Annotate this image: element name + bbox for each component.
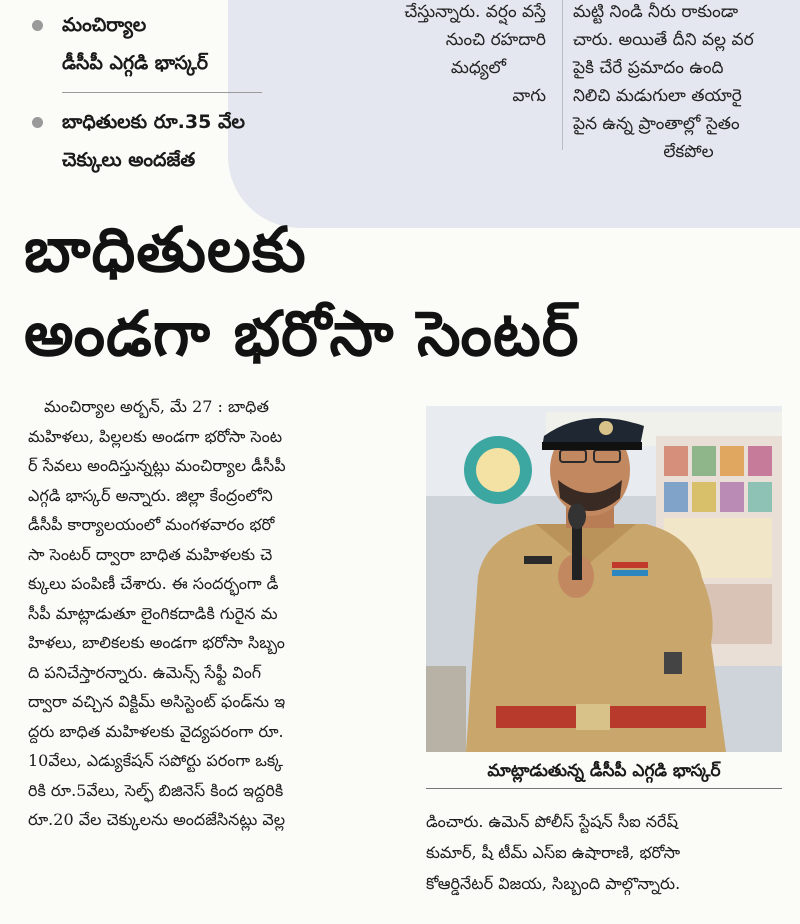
previous-article-middle-column <box>316 0 546 110</box>
article-body <box>28 392 410 835</box>
article-line: మంచిర్యాల అర్బన్, మే 27 : బాధిత <box>44 397 269 416</box>
highlight-item <box>28 6 268 82</box>
article-line: ర్ సేవలు అందిస్తున్నట్లు మంచిర్యాల డీసీపీ <box>28 456 286 475</box>
article-line: హిళలు, బాలికలకు అండగా భరోసా సిబ్బం <box>28 633 285 652</box>
text-line: లేకపోల <box>663 142 714 162</box>
text-line: చేస్తున్నారు. వర్షం వస్తే <box>404 2 546 22</box>
article-line: సీపీ మాట్లాడుతూ లైంగికదాడికి గురైన మ <box>28 603 278 623</box>
previous-article-box <box>228 0 800 228</box>
article-line: ద్దరు బాధిత మహిళలకు వైద్యపరంగా రూ. <box>28 721 284 741</box>
bullet-icon <box>32 20 43 31</box>
text-line: మధ్యలో <box>450 58 506 78</box>
story-highlights <box>28 6 268 189</box>
highlight-line: చెక్కులు అందజేత <box>62 149 196 171</box>
text-line: చారు. అయితే దీని వల్ల వర <box>573 30 754 50</box>
highlight-line: మంచిర్యాల <box>62 14 147 36</box>
speaker-photo-illustration <box>426 406 782 752</box>
text-line: పైన ఉన్న ప్రాంతాల్లో సైతం <box>573 114 740 134</box>
column-divider <box>562 0 563 150</box>
article-line: రికి రూ.5వేలు, సెల్ఫ్ బిజినెస్ కింద ఇద్దరికి <box>28 780 284 800</box>
caption-underline <box>426 788 782 789</box>
article-line: రూ.20 వేల చెక్కులను అందజేసినట్లు వెల్ల <box>28 810 286 829</box>
article-line: క్కులు పంపిణీ చేశారు. ఈ సందర్భంగా డీ <box>28 574 279 593</box>
bullet-icon <box>32 117 43 128</box>
text-line: మట్టి నిండి నీరు రాకుండా <box>573 2 739 22</box>
highlight-line: డీసీపీ ఎగ్గడి భాస్కర్ <box>62 52 209 74</box>
article-line: ఎగ్గడి భాస్కర్ అన్నారు. జిల్లా కేంద్రంలోని <box>28 485 273 505</box>
article-line: కోఆర్డినేటర్ విజయ, సిబ్బంది పాల్గొన్నారు. <box>426 874 681 893</box>
text-line: నుంచి రహదారి <box>445 30 546 50</box>
highlight-item <box>28 103 268 179</box>
text-line: వాగు <box>512 86 546 106</box>
article-continuation <box>426 806 786 899</box>
article-line: కుమార్, షీ టీమ్ ఎస్ఐ ఉషారాణి, భరోసా <box>426 843 681 862</box>
photo-caption: మాట్లాడుతున్న డీసీపీ ఎగ్గడి భాస్కర్ <box>487 761 721 781</box>
headline-line-2: అండగా భరోసా సెంటర్ <box>24 297 580 370</box>
article-line: మహిళలు, పిల్లలకు అండగా భరోసా సెంట <box>28 426 283 446</box>
highlight-divider <box>62 92 262 93</box>
article-line: డీసీపీ కార్యాలయంలో మంగళవారం భరో <box>28 515 275 534</box>
highlight-line: బాధితులకు రూ.35 వేల <box>62 111 245 133</box>
article-line: ద్వారా వచ్చిన విక్టిమ్ అసిస్టెంట్ ఫండ్‌ను ఇ <box>28 692 286 711</box>
text-line: నిలిచి మడుగులా తయారై <box>573 86 742 106</box>
headline-line-1: బాధితులకు <box>24 213 307 286</box>
article-line: ది పనిచేస్తారన్నారు. ఉమెన్స్ సేఫ్టీ వింగ్ <box>28 662 262 682</box>
headline <box>24 208 794 376</box>
article-line: సా సెంటర్ ద్వారా బాధిత మహిళలకు చె <box>28 544 273 564</box>
news-photo <box>426 406 782 752</box>
previous-article-right-column <box>573 0 754 166</box>
text-line: పైకి చేరే ప్రమాదం ఉంది <box>573 58 724 78</box>
article-line: 10వేలు, ఎడ్యుకేషన్ సపోర్టు పరంగా ఒక్క <box>28 751 283 770</box>
article-line: డించారు. ఉమెన్ పోలీస్ స్టేషన్ సీఐ నరేష్ <box>426 812 678 831</box>
